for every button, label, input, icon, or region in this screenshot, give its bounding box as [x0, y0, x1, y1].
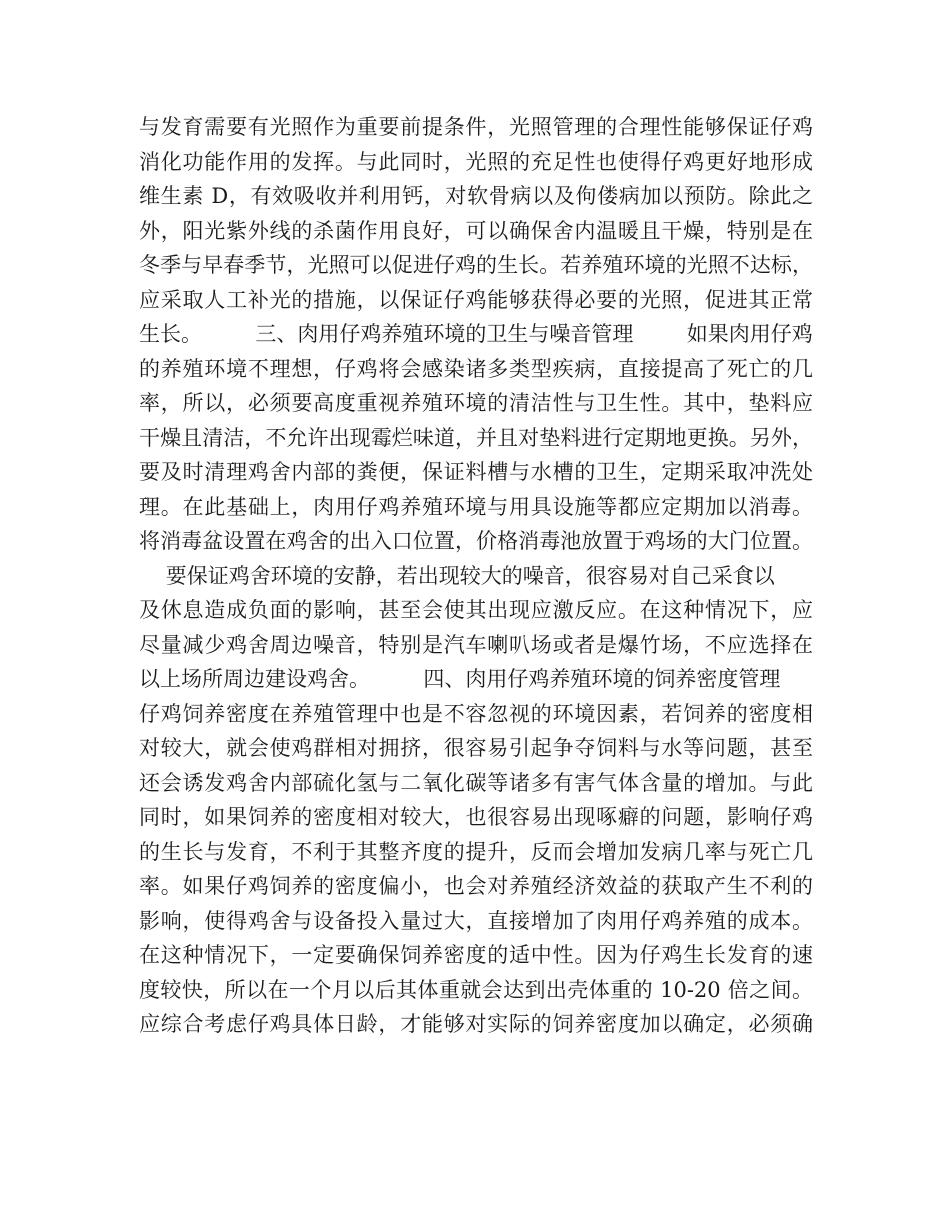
text-line: 的养殖环境不理想，仔鸡将会感染诸多类型疾病，直接提高了死亡的几 [139, 356, 813, 381]
text-line: 率。如果仔鸡饲养的密度偏小，也会对养殖经济效益的获取产生不利的 [139, 874, 813, 898]
text-line: 与发育需要有光照作为重要前提条件，光照管理的合理性能够保证仔鸡 [139, 115, 813, 139]
text-line: 外，阳光紫外线的杀菌作用良好，可以确保舍内温暖且干燥，特别是在 [139, 218, 813, 243]
text-line: 冬季与早春季节，光照可以促进仔鸡的生长。若养殖环境的光照不达标， [139, 253, 813, 277]
text-line: 度较快，所以在一个月以后其体重就会达到出壳体重的 10-20 倍之间。 [139, 977, 813, 1002]
text-line: 要及时清理鸡舍内部的粪便，保证料槽与水槽的卫生，定期采取冲洗处 [139, 460, 813, 484]
text-line: 对较大，就会使鸡群相对拥挤，很容易引起争夺饲料与水等问题，甚至 [139, 736, 813, 760]
text-line: 应采取人工补光的措施，以保证仔鸡能够获得必要的光照，促进其正常 [139, 287, 813, 312]
text-line: 要保证鸡舍环境的安静，若出现较大的噪音，很容易对自己采食以 [139, 563, 775, 588]
text-line: 还会诱发鸡舍内部硫化氢与二氧化碳等诸多有害气体含量的增加。与此 [139, 770, 813, 795]
text-line: 及休息造成负面的影响，甚至会使其出现应激反应。在这种情况下，应 [139, 598, 813, 622]
text-line: 干燥且清洁，不允许出现霉烂味道，并且对垫料进行定期地更换。另外， [139, 425, 813, 450]
body-text [139, 110, 839, 1042]
text-line: 维生素 D，有效吸收并利用钙，对软骨病以及佝偻病加以预防。除此之 [139, 184, 813, 208]
text-line: 的生长与发育，不利于其整齐度的提升，反而会增加发病几率与死亡几 [139, 839, 813, 864]
text-line: 仔鸡饲养密度在养殖管理中也是不容忽视的环境因素，若饲养的密度相 [139, 701, 813, 726]
text-line: 理。在此基础上，肉用仔鸡养殖环境与用具设施等都应定期加以消毒。 [139, 494, 813, 519]
text-line: 应综合考虑仔鸡具体日龄，才能够对实际的饲养密度加以确定，必须确 [139, 1012, 813, 1036]
text-line: 生长。 三、肉用仔鸡养殖环境的卫生与噪音管理 如果肉用仔鸡 [139, 322, 813, 346]
text-line: 在这种情况下，一定要确保饲养密度的适中性。因为仔鸡生长发育的速 [139, 943, 813, 967]
text-line: 消化功能作用的发挥。与此同时，光照的充足性也使得仔鸡更好地形成 [139, 149, 813, 174]
text-line: 同时，如果饲养的密度相对较大，也很容易出现啄癖的问题，影响仔鸡 [139, 805, 813, 829]
text-line: 尽量减少鸡舍周边噪音，特别是汽车喇叭场或者是爆竹场，不应选择在 [139, 632, 813, 657]
text-line: 率，所以，必须要高度重视养殖环境的清洁性与卫生性。其中，垫料应 [139, 391, 813, 415]
text-line: 将消毒盆设置在鸡舍的出入口位置，价格消毒池放置于鸡场的大门位置。 [139, 529, 813, 553]
text-line: 影响，使得鸡舍与设备投入量过大，直接增加了肉用仔鸡养殖的成本。 [139, 908, 813, 933]
text-line: 以上场所周边建设鸡舍。 四、肉用仔鸡养殖环境的饲养密度管理 [139, 667, 781, 691]
